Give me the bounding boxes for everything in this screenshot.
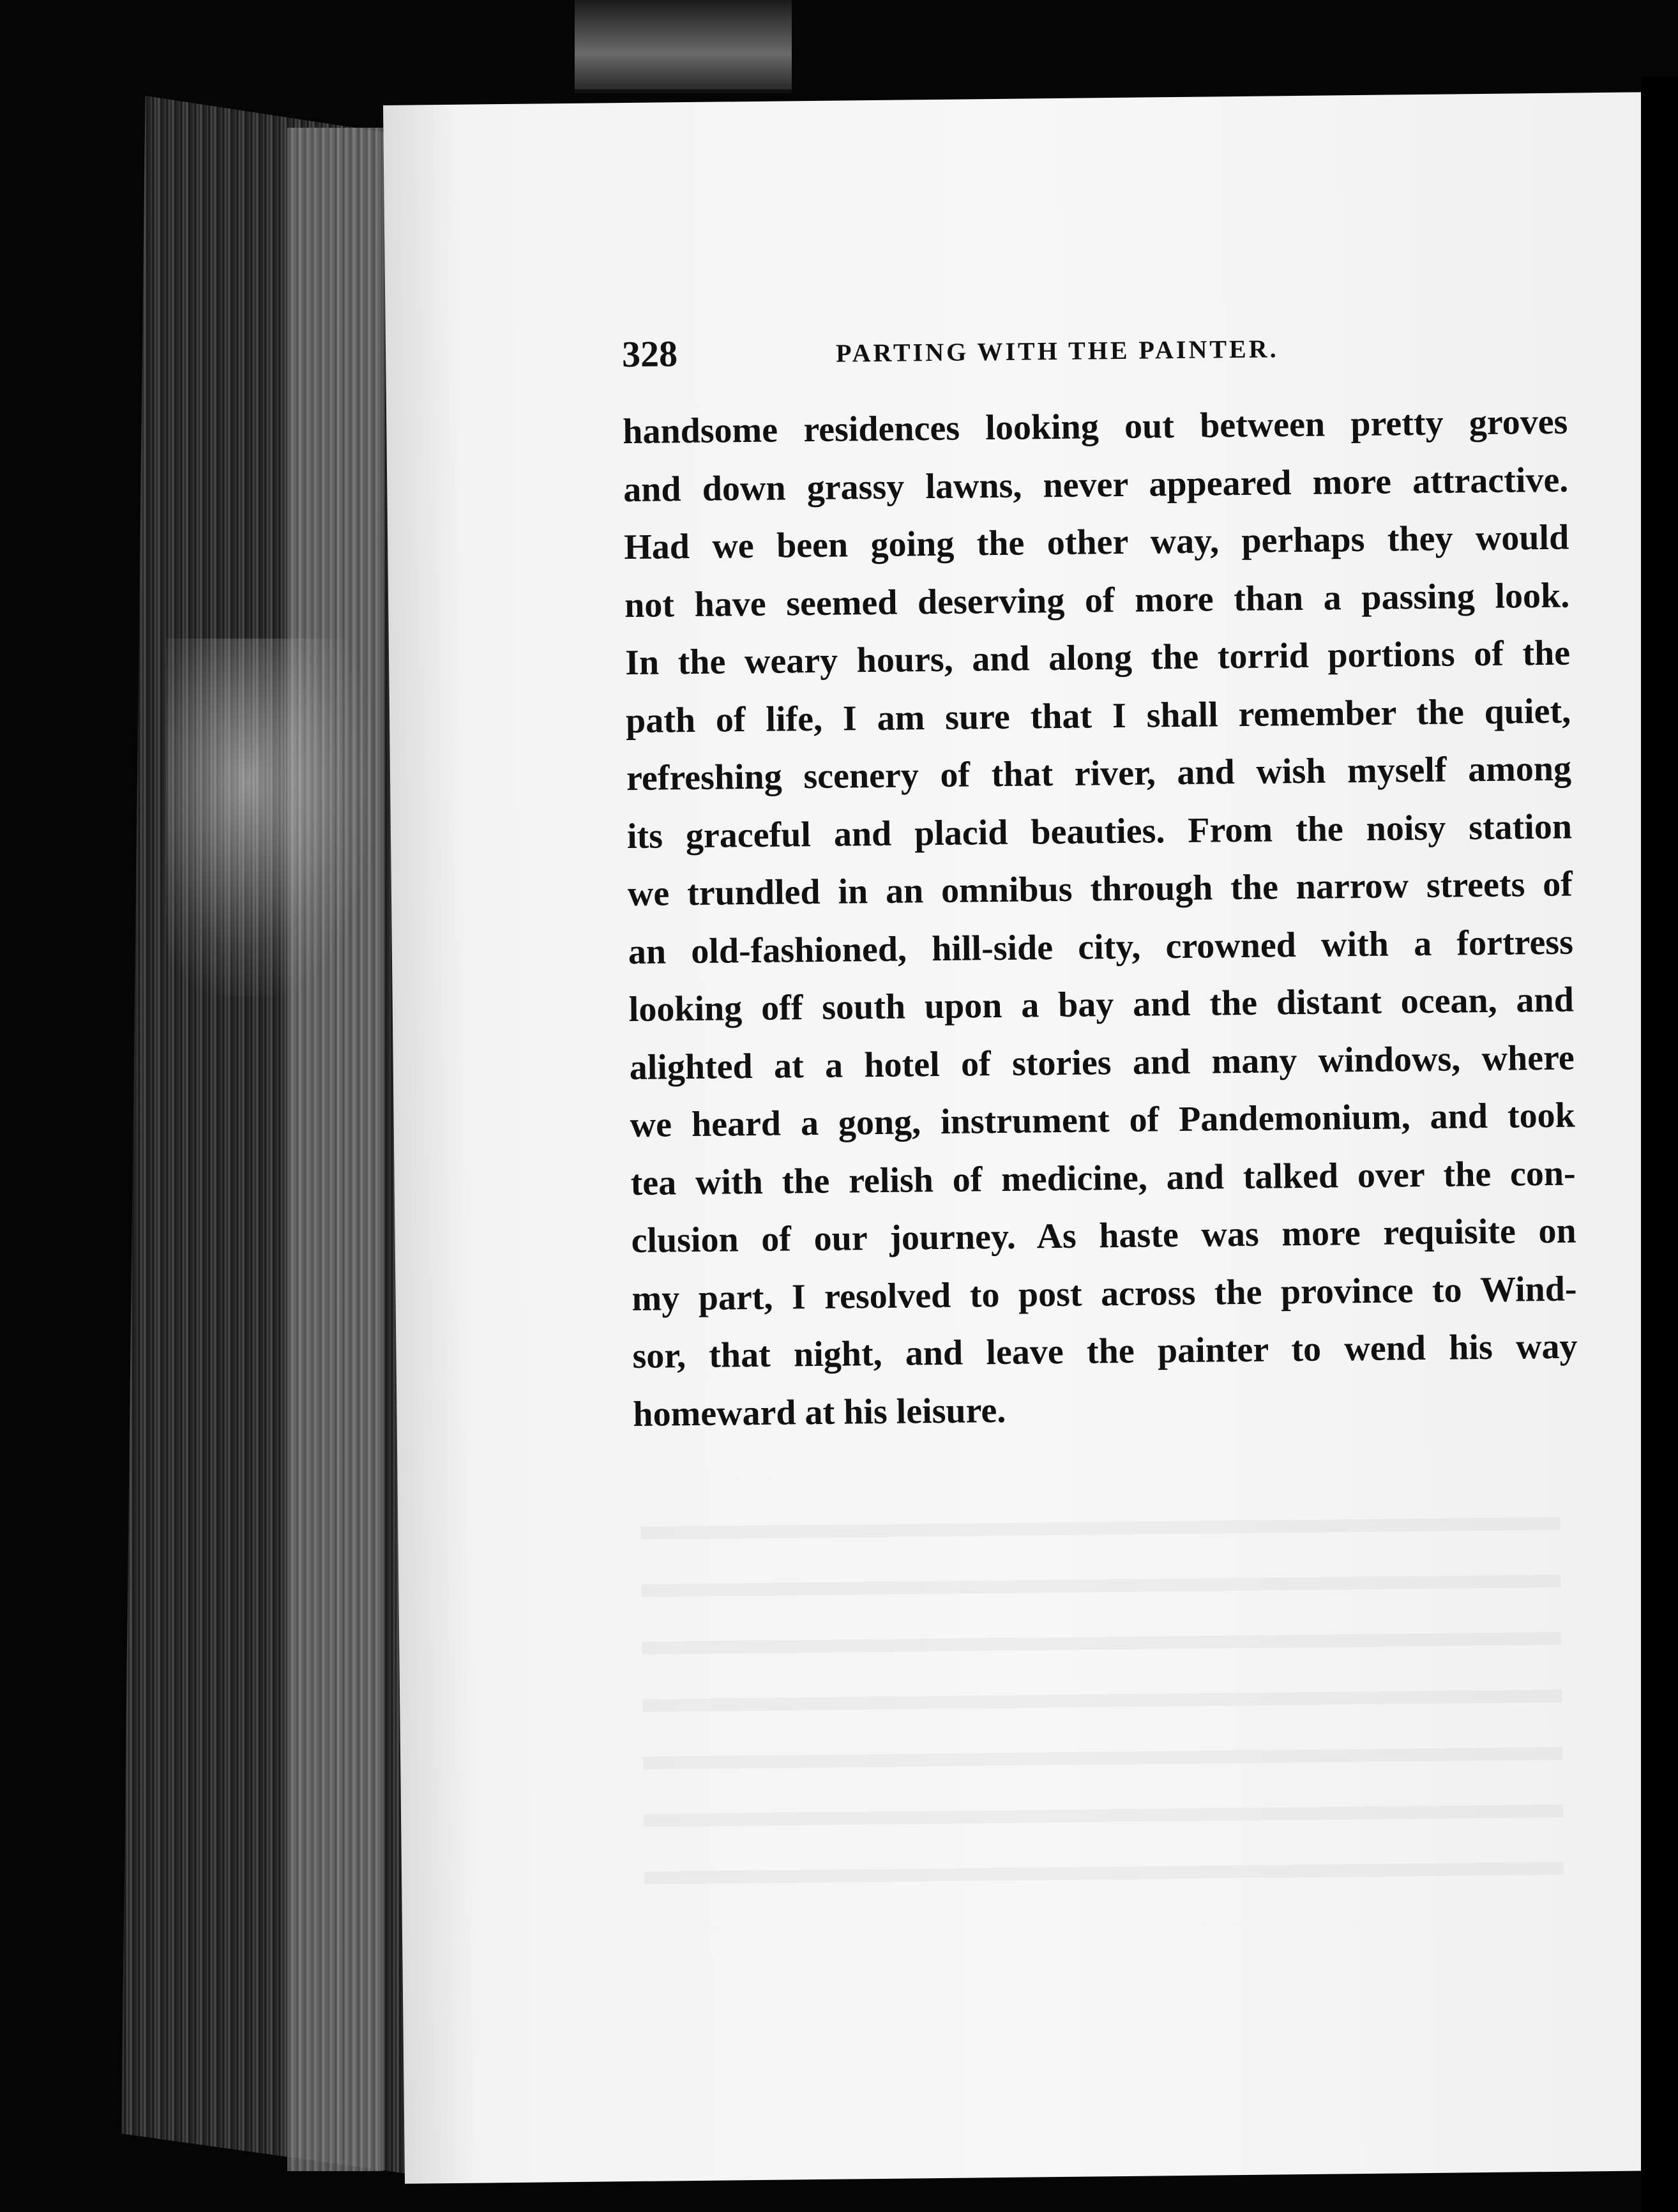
body-text — [623, 393, 1578, 1443]
text-line: Had we been going the other way, perhaps they would — [623, 517, 1569, 568]
book-page — [383, 92, 1666, 2184]
background-edge — [1641, 77, 1678, 2212]
text-line: my part, I resolved to post across the province to Wind- — [631, 1269, 1577, 1319]
scan-smudge — [166, 639, 370, 996]
text-line: homeward at his leisure. — [633, 1390, 1006, 1434]
text-line: handsome residences looking out between pretty groves — [623, 402, 1568, 452]
page-header — [621, 323, 1548, 375]
text-line: alighted at a hotel of stories and many windows, where — [629, 1038, 1575, 1087]
text-line: In the weary hours, and along the torrid portions of the — [624, 633, 1571, 683]
text-line: looking off south upon a bay and the distant ocean, and — [628, 980, 1575, 1030]
show-through-bleed — [640, 1473, 1564, 1929]
book-clip — [575, 0, 792, 93]
text-line: sor, that night, and leave the painter to wend his way — [632, 1326, 1578, 1377]
text-line: clusion of our journey. As haste was more requisite on — [631, 1211, 1576, 1261]
page-edges-highlight — [287, 128, 383, 2171]
text-line: we heard a gong, instrument of Pandemonium, and took — [630, 1095, 1575, 1146]
text-line: refreshing scenery of that river, and wish myself among — [626, 748, 1572, 799]
text-line: tea with the relish of medicine, and talked over the con- — [630, 1153, 1576, 1203]
text-line: not have seemed deserving of more than a passing look. — [624, 575, 1570, 625]
text-line: path of life, I am sure that I shall remember the quiet, — [625, 691, 1571, 741]
text-line: and down grassy lawns, never appeared more attractive. — [623, 460, 1569, 510]
text-line: an old-fashioned, hill-side city, crowned with a fortress — [628, 922, 1574, 972]
running-head: PARTING WITH THE PAINTER. — [835, 334, 1279, 368]
text-line: we trundled in an omnibus through the narrow streets of — [627, 864, 1573, 914]
text-line: its graceful and placid beauties. From the noisy station — [626, 807, 1573, 856]
page-number: 328 — [621, 333, 678, 375]
